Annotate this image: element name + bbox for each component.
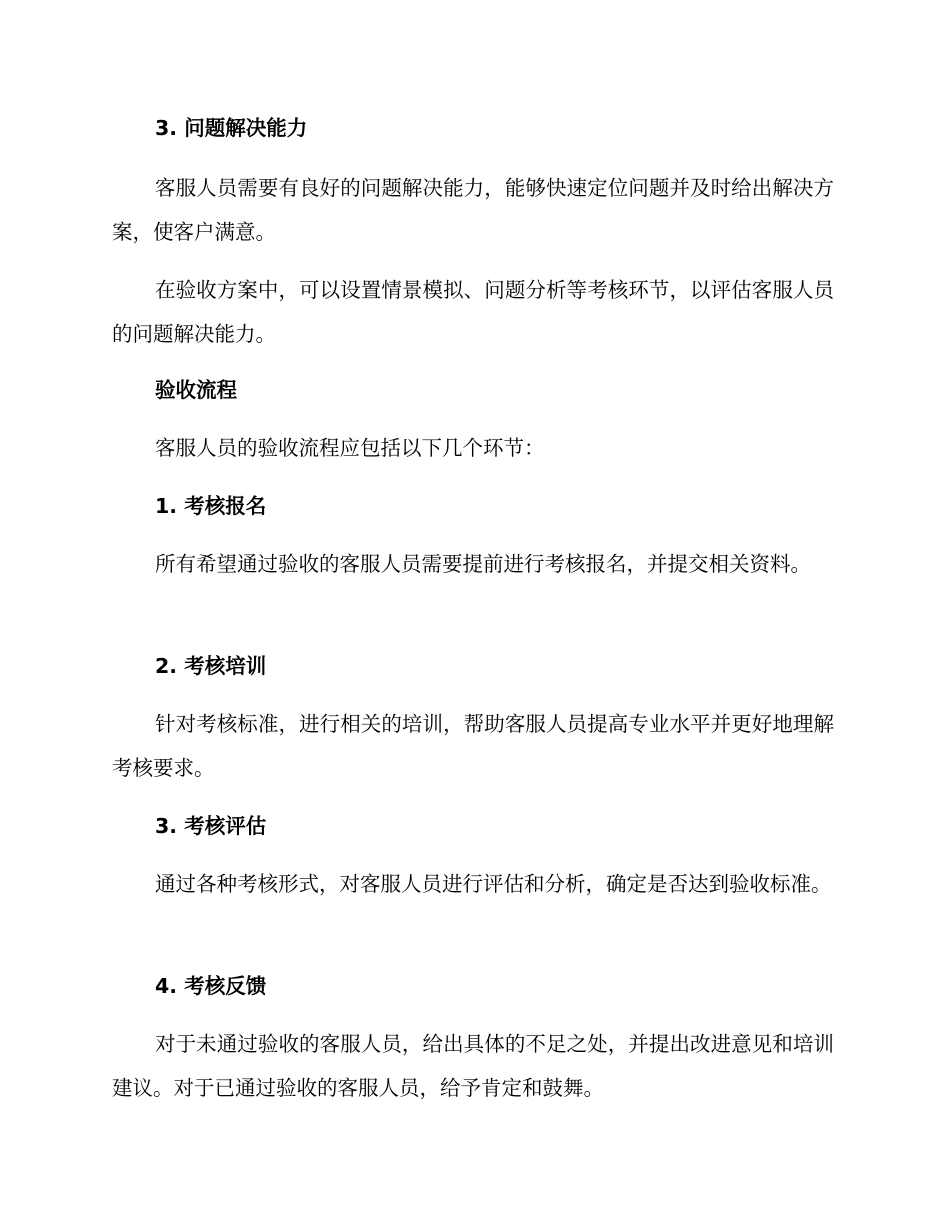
section-heading-problem-solving: 3. 问题解决能力 [155,116,308,140]
paragraph-problem-solving-assessment: 在验收方案中，可以设置情景模拟、问题分析等考核环节，以评估客服人员的问题解决能力。 [112,278,834,346]
section-heading-evaluation: 3. 考核评估 [155,814,267,838]
paragraph-evaluation: 通过各种考核形式，对客服人员进行评估和分析，确定是否达到验收标准。 [155,872,832,896]
section-heading-acceptance-process: 验收流程 [155,378,237,402]
paragraph-registration: 所有希望通过验收的客服人员需要提前进行考核报名，并提交相关资料。 [155,552,811,576]
section-heading-training: 2. 考核培训 [155,654,267,678]
section-heading-feedback: 4. 考核反馈 [155,974,267,998]
paragraph-feedback: 对于未通过验收的客服人员，给出具体的不足之处，并提出改进意见和培训建议。对于已通过验收的客服人员，给予肯定和鼓舞。 [112,1032,834,1100]
paragraph-training: 针对考核标准，进行相关的培训，帮助客服人员提高专业水平并更好地理解考核要求。 [112,712,834,780]
section-heading-registration: 1. 考核报名 [155,494,267,518]
paragraph-process-intro: 客服人员的验收流程应包括以下几个环节： [155,436,545,460]
paragraph-problem-solving-description: 客服人员需要有良好的问题解决能力，能够快速定位问题并及时给出解决方案，使客户满意。 [112,176,834,244]
